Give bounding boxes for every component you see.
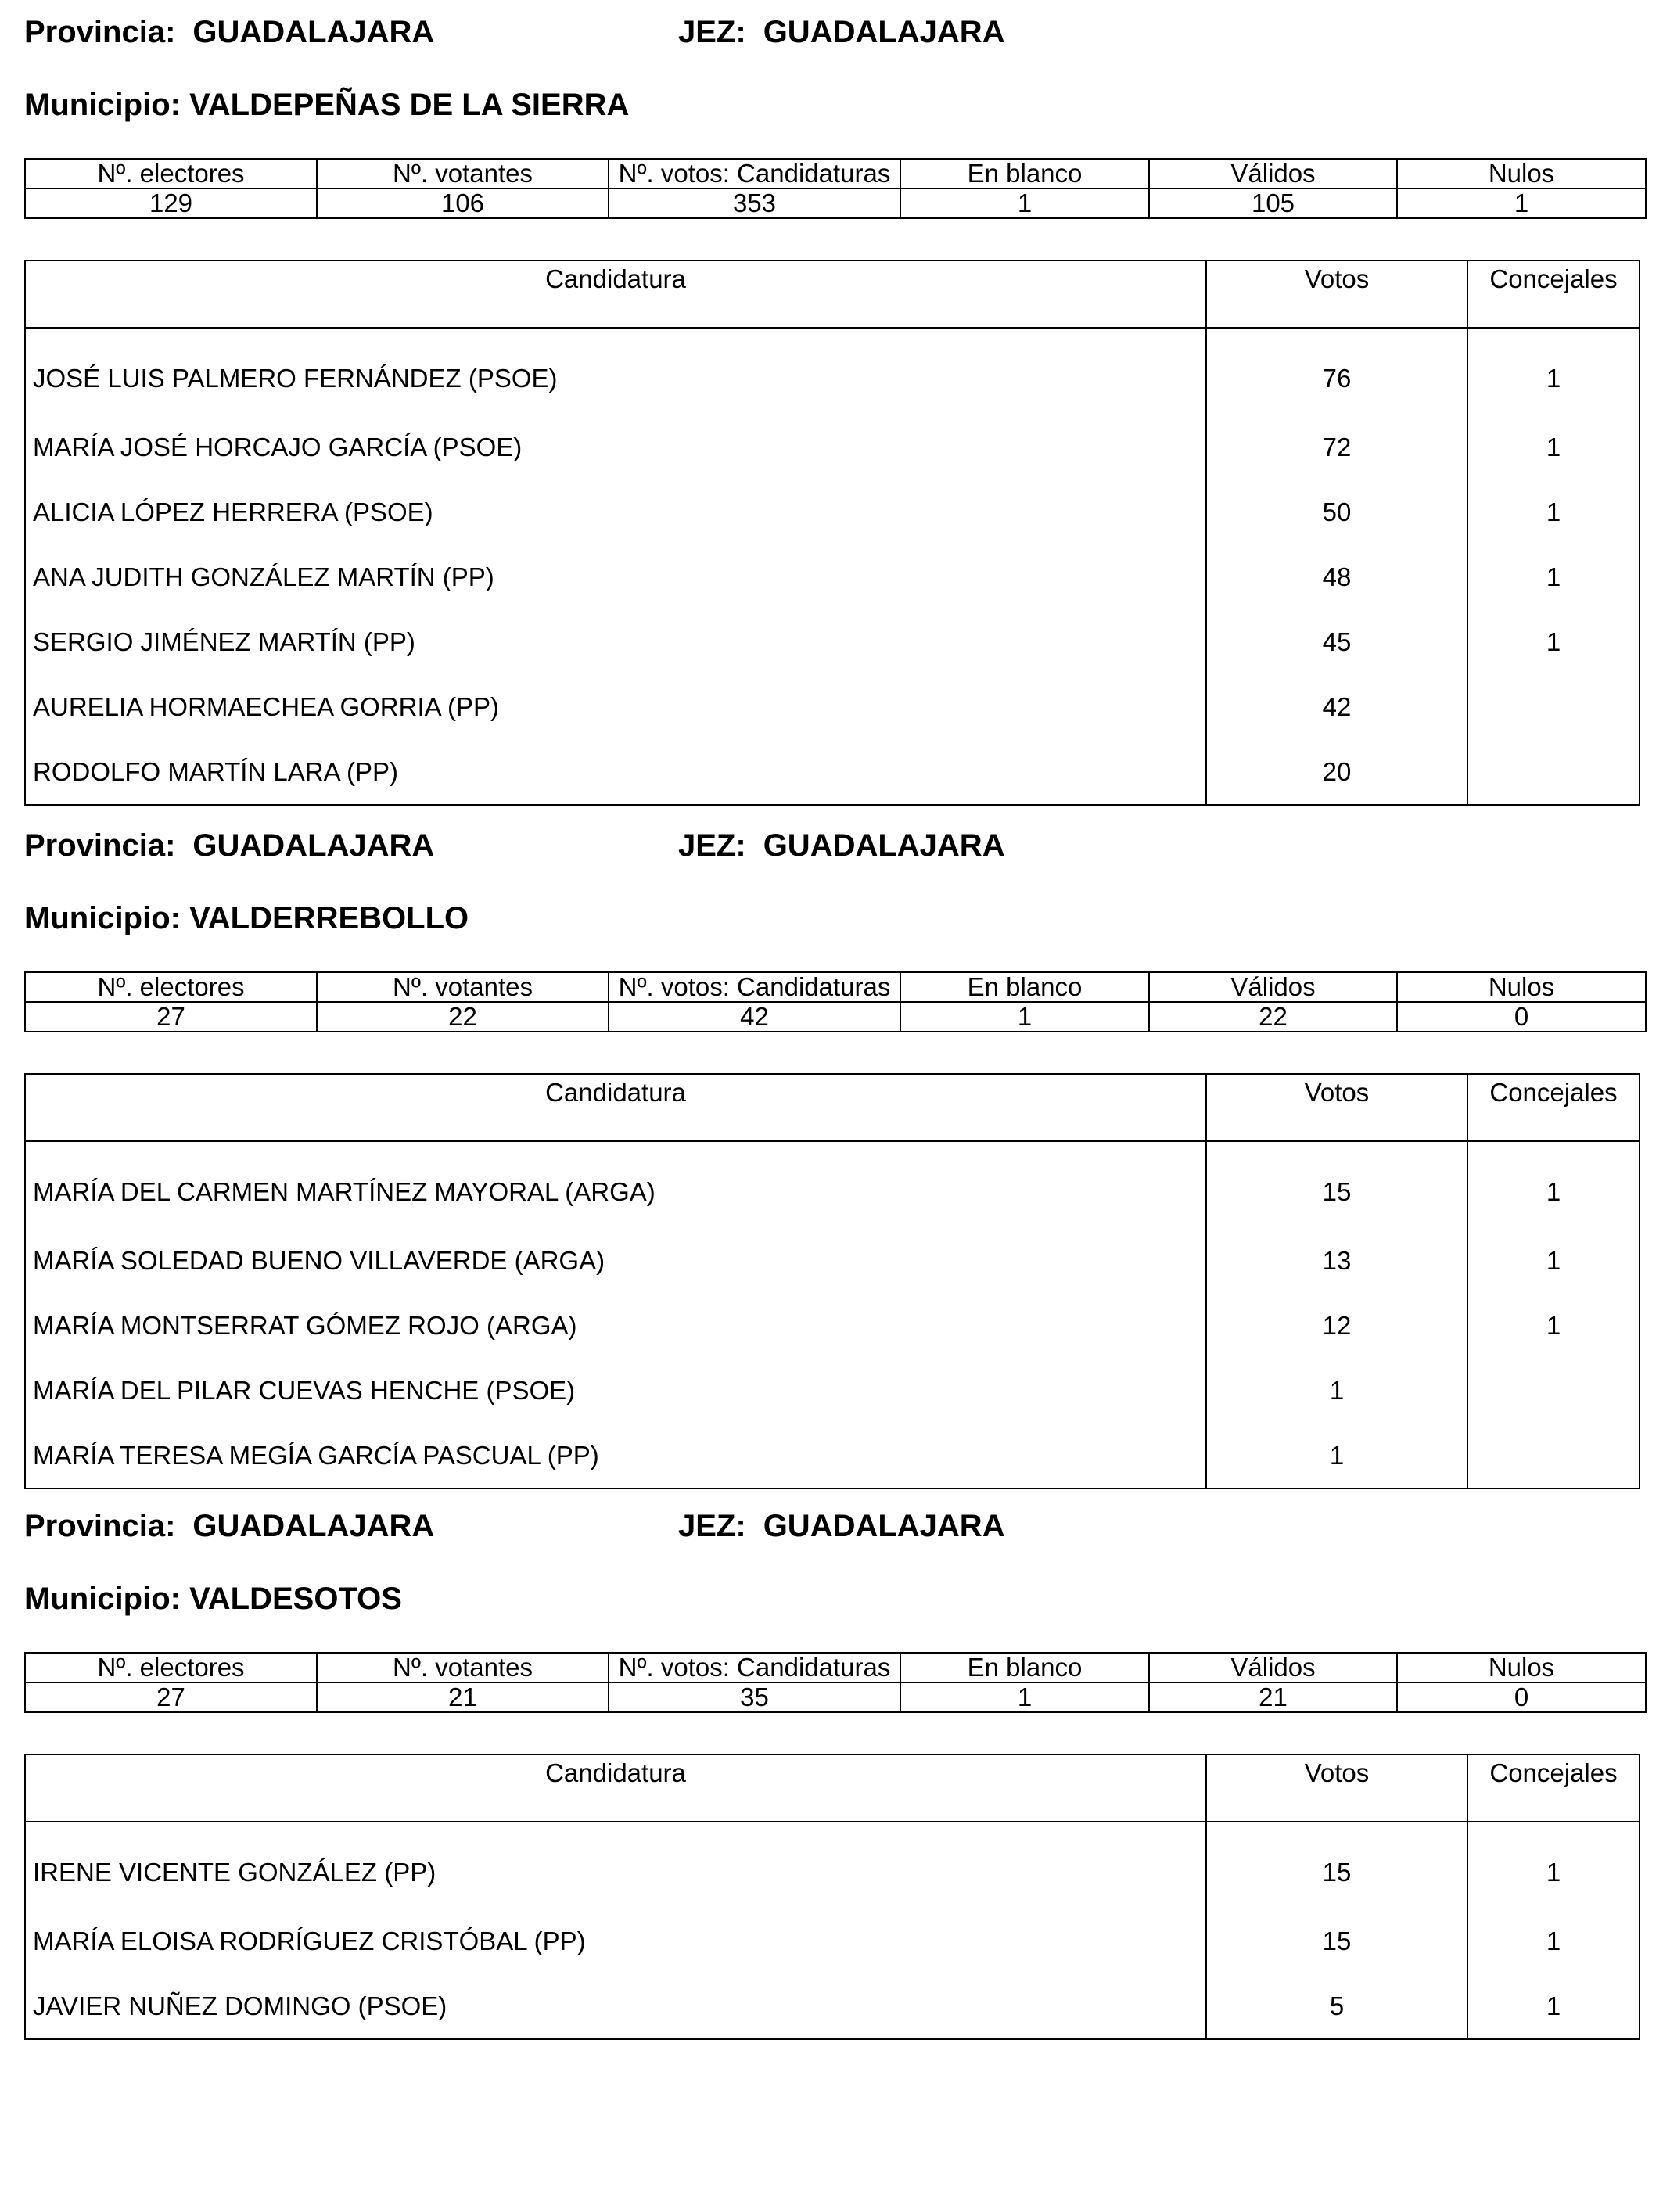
stats-value-cell: 22: [1149, 1002, 1397, 1032]
candidate-name: MARÍA DEL PILAR CUEVAS HENCHE (PSOE): [25, 1358, 1206, 1423]
candidate-name: MARÍA TERESA MEGÍA GARCÍA PASCUAL (PP): [25, 1423, 1206, 1488]
provincia-value: GUADALAJARA: [192, 828, 435, 863]
provincia-label: Provincia:: [24, 1509, 176, 1543]
stats-value-cell: 129: [25, 189, 317, 218]
candidate-votos: 15: [1206, 1909, 1467, 1973]
candidate-name: RODOLFO MARTÍN LARA (PP): [25, 739, 1206, 805]
jez-line: [678, 1508, 1005, 1544]
candidate-name: MARÍA DEL CARMEN MARTÍNEZ MAYORAL (ARGA): [25, 1141, 1206, 1228]
candidate-votos: 72: [1206, 415, 1467, 479]
stats-header-cell: Válidos: [1149, 972, 1397, 1002]
candidate-votos: 50: [1206, 479, 1467, 544]
candidate-concejales: 1: [1467, 328, 1640, 415]
stats-header-cell: Nº. votos: Candidaturas: [609, 1653, 900, 1682]
candidate-votos: 5: [1206, 1973, 1467, 2039]
stats-header-cell: Nº. votantes: [317, 1653, 609, 1682]
stats-header-cell: Nulos: [1397, 1653, 1646, 1682]
candidate-row: [25, 1822, 1640, 1909]
jez-line: [678, 828, 1005, 864]
candidates-table: [24, 260, 1640, 806]
municipio-line: [24, 1581, 402, 1617]
stats-header-cell: Nº. votos: Candidaturas: [609, 972, 900, 1002]
municipality-section: [24, 1508, 1639, 2212]
stats-header-row: [25, 1653, 1646, 1682]
candidate-name: MARÍA ELOISA RODRÍGUEZ CRISTÓBAL (PP): [25, 1909, 1206, 1973]
candidate-concejales: 1: [1467, 415, 1640, 479]
candidates-header-cell: Concejales: [1467, 260, 1640, 328]
candidate-concejales: 1: [1467, 479, 1640, 544]
candidates-header-cell: Concejales: [1467, 1754, 1640, 1822]
candidates-header-cell: Candidatura: [25, 1074, 1206, 1141]
candidate-row: [25, 739, 1640, 805]
stats-value-row: [25, 189, 1646, 218]
candidate-row: [25, 479, 1640, 544]
jez-value: GUADALAJARA: [763, 828, 1005, 863]
municipio-value: VALDERREBOLLO: [189, 901, 469, 935]
candidate-concejales: [1467, 674, 1640, 739]
stats-value-cell: 27: [25, 1682, 317, 1712]
stats-value-cell: 42: [609, 1002, 900, 1032]
jez-value: GUADALAJARA: [763, 1509, 1005, 1543]
provincia-label: Provincia:: [24, 828, 176, 863]
candidate-concejales: 1: [1467, 1909, 1640, 1973]
municipality-section: [24, 828, 1639, 1532]
candidates-header-cell: Candidatura: [25, 260, 1206, 328]
stats-value-cell: 21: [317, 1682, 609, 1712]
stats-value-cell: 106: [317, 189, 609, 218]
municipio-label: Municipio:: [24, 88, 190, 122]
candidate-name: MARÍA MONTSERRAT GÓMEZ ROJO (ARGA): [25, 1293, 1206, 1358]
candidate-row: [25, 415, 1640, 479]
stats-value-cell: 27: [25, 1002, 317, 1032]
candidate-votos: 15: [1206, 1822, 1467, 1909]
stats-header-cell: Nº. votantes: [317, 972, 609, 1002]
candidate-row: [25, 1358, 1640, 1423]
candidate-concejales: 1: [1467, 1228, 1640, 1293]
municipio-label: Municipio:: [24, 901, 190, 935]
candidate-concejales: 1: [1467, 1973, 1640, 2039]
stats-value-cell: 353: [609, 189, 900, 218]
candidate-votos: 76: [1206, 328, 1467, 415]
municipio-label: Municipio:: [24, 1582, 190, 1616]
candidates-header-cell: Votos: [1206, 1754, 1467, 1822]
candidate-votos: 42: [1206, 674, 1467, 739]
stats-table: [24, 158, 1647, 219]
provincia-line: [24, 1508, 434, 1544]
stats-value-cell: 22: [317, 1002, 609, 1032]
stats-table: [24, 1652, 1647, 1713]
provincia-line: [24, 14, 434, 50]
candidate-concejales: [1467, 739, 1640, 805]
candidates-table: [24, 1754, 1640, 2040]
stats-header-cell: En blanco: [900, 159, 1149, 189]
candidates-header-cell: Votos: [1206, 1074, 1467, 1141]
candidate-name: JOSÉ LUIS PALMERO FERNÁNDEZ (PSOE): [25, 328, 1206, 415]
stats-header-cell: Válidos: [1149, 159, 1397, 189]
stats-header-cell: Nulos: [1397, 972, 1646, 1002]
candidate-votos: 1: [1206, 1358, 1467, 1423]
jez-value: GUADALAJARA: [763, 15, 1005, 49]
candidate-name: ALICIA LÓPEZ HERRERA (PSOE): [25, 479, 1206, 544]
candidates-table: [24, 1073, 1640, 1489]
stats-value-cell: 1: [900, 1682, 1149, 1712]
candidates-header-cell: Concejales: [1467, 1074, 1640, 1141]
candidate-name: MARÍA SOLEDAD BUENO VILLAVERDE (ARGA): [25, 1228, 1206, 1293]
candidate-concejales: [1467, 1423, 1640, 1488]
municipio-line: [24, 900, 469, 936]
candidates-header-row: [25, 1074, 1640, 1141]
candidate-concejales: 1: [1467, 544, 1640, 609]
candidates-header-row: [25, 260, 1640, 328]
stats-header-cell: En blanco: [900, 972, 1149, 1002]
stats-value-cell: 35: [609, 1682, 900, 1712]
jez-label: JEZ:: [678, 828, 746, 863]
municipio-value: VALDEPEÑAS DE LA SIERRA: [189, 88, 630, 122]
stats-table: [24, 971, 1647, 1032]
jez-line: [678, 14, 1005, 50]
candidate-name: MARÍA JOSÉ HORCAJO GARCÍA (PSOE): [25, 415, 1206, 479]
candidate-row: [25, 328, 1640, 415]
stats-value-row: [25, 1682, 1646, 1712]
candidate-concejales: 1: [1467, 609, 1640, 674]
candidate-concejales: 1: [1467, 1141, 1640, 1228]
candidate-concejales: [1467, 1358, 1640, 1423]
candidate-concejales: 1: [1467, 1822, 1640, 1909]
candidate-row: [25, 544, 1640, 609]
candidate-row: [25, 1293, 1640, 1358]
stats-value-cell: 0: [1397, 1682, 1646, 1712]
provincia-value: GUADALAJARA: [192, 1509, 435, 1543]
candidates-header-cell: Candidatura: [25, 1754, 1206, 1822]
stats-header-row: [25, 972, 1646, 1002]
provincia-label: Provincia:: [24, 15, 176, 49]
candidates-header-cell: Votos: [1206, 260, 1467, 328]
candidate-row: [25, 1909, 1640, 1973]
stats-header-cell: Nº. electores: [25, 972, 317, 1002]
municipio-line: [24, 87, 629, 123]
stats-header-cell: En blanco: [900, 1653, 1149, 1682]
candidate-name: JAVIER NUÑEZ DOMINGO (PSOE): [25, 1973, 1206, 2039]
municipio-value: VALDESOTOS: [189, 1582, 402, 1616]
stats-header-cell: Nº. votantes: [317, 159, 609, 189]
provincia-value: GUADALAJARA: [192, 15, 435, 49]
stats-header-cell: Nº. votos: Candidaturas: [609, 159, 900, 189]
stats-value-cell: 0: [1397, 1002, 1646, 1032]
stats-value-cell: 105: [1149, 189, 1397, 218]
stats-value-cell: 1: [900, 1002, 1149, 1032]
candidates-header-row: [25, 1754, 1640, 1822]
municipality-section: [24, 14, 1639, 786]
stats-header-cell: Nº. electores: [25, 159, 317, 189]
stats-header-cell: Válidos: [1149, 1653, 1397, 1682]
candidate-concejales: 1: [1467, 1293, 1640, 1358]
candidate-name: ANA JUDITH GONZÁLEZ MARTÍN (PP): [25, 544, 1206, 609]
stats-value-cell: 1: [900, 189, 1149, 218]
stats-header-cell: Nº. electores: [25, 1653, 317, 1682]
candidate-name: AURELIA HORMAECHEA GORRIA (PP): [25, 674, 1206, 739]
stats-value-cell: 1: [1397, 189, 1646, 218]
candidate-row: [25, 674, 1640, 739]
candidate-votos: 13: [1206, 1228, 1467, 1293]
candidate-name: IRENE VICENTE GONZÁLEZ (PP): [25, 1822, 1206, 1909]
stats-value-row: [25, 1002, 1646, 1032]
candidate-row: [25, 1141, 1640, 1228]
candidate-name: SERGIO JIMÉNEZ MARTÍN (PP): [25, 609, 1206, 674]
candidate-row: [25, 609, 1640, 674]
provincia-line: [24, 828, 434, 864]
candidate-votos: 12: [1206, 1293, 1467, 1358]
candidate-row: [25, 1973, 1640, 2039]
candidate-votos: 15: [1206, 1141, 1467, 1228]
stats-header-cell: Nulos: [1397, 159, 1646, 189]
jez-label: JEZ:: [678, 15, 746, 49]
stats-value-cell: 21: [1149, 1682, 1397, 1712]
candidate-row: [25, 1423, 1640, 1488]
jez-label: JEZ:: [678, 1509, 746, 1543]
candidate-row: [25, 1228, 1640, 1293]
candidate-votos: 20: [1206, 739, 1467, 805]
candidate-votos: 1: [1206, 1423, 1467, 1488]
stats-header-row: [25, 159, 1646, 189]
candidate-votos: 48: [1206, 544, 1467, 609]
candidate-votos: 45: [1206, 609, 1467, 674]
